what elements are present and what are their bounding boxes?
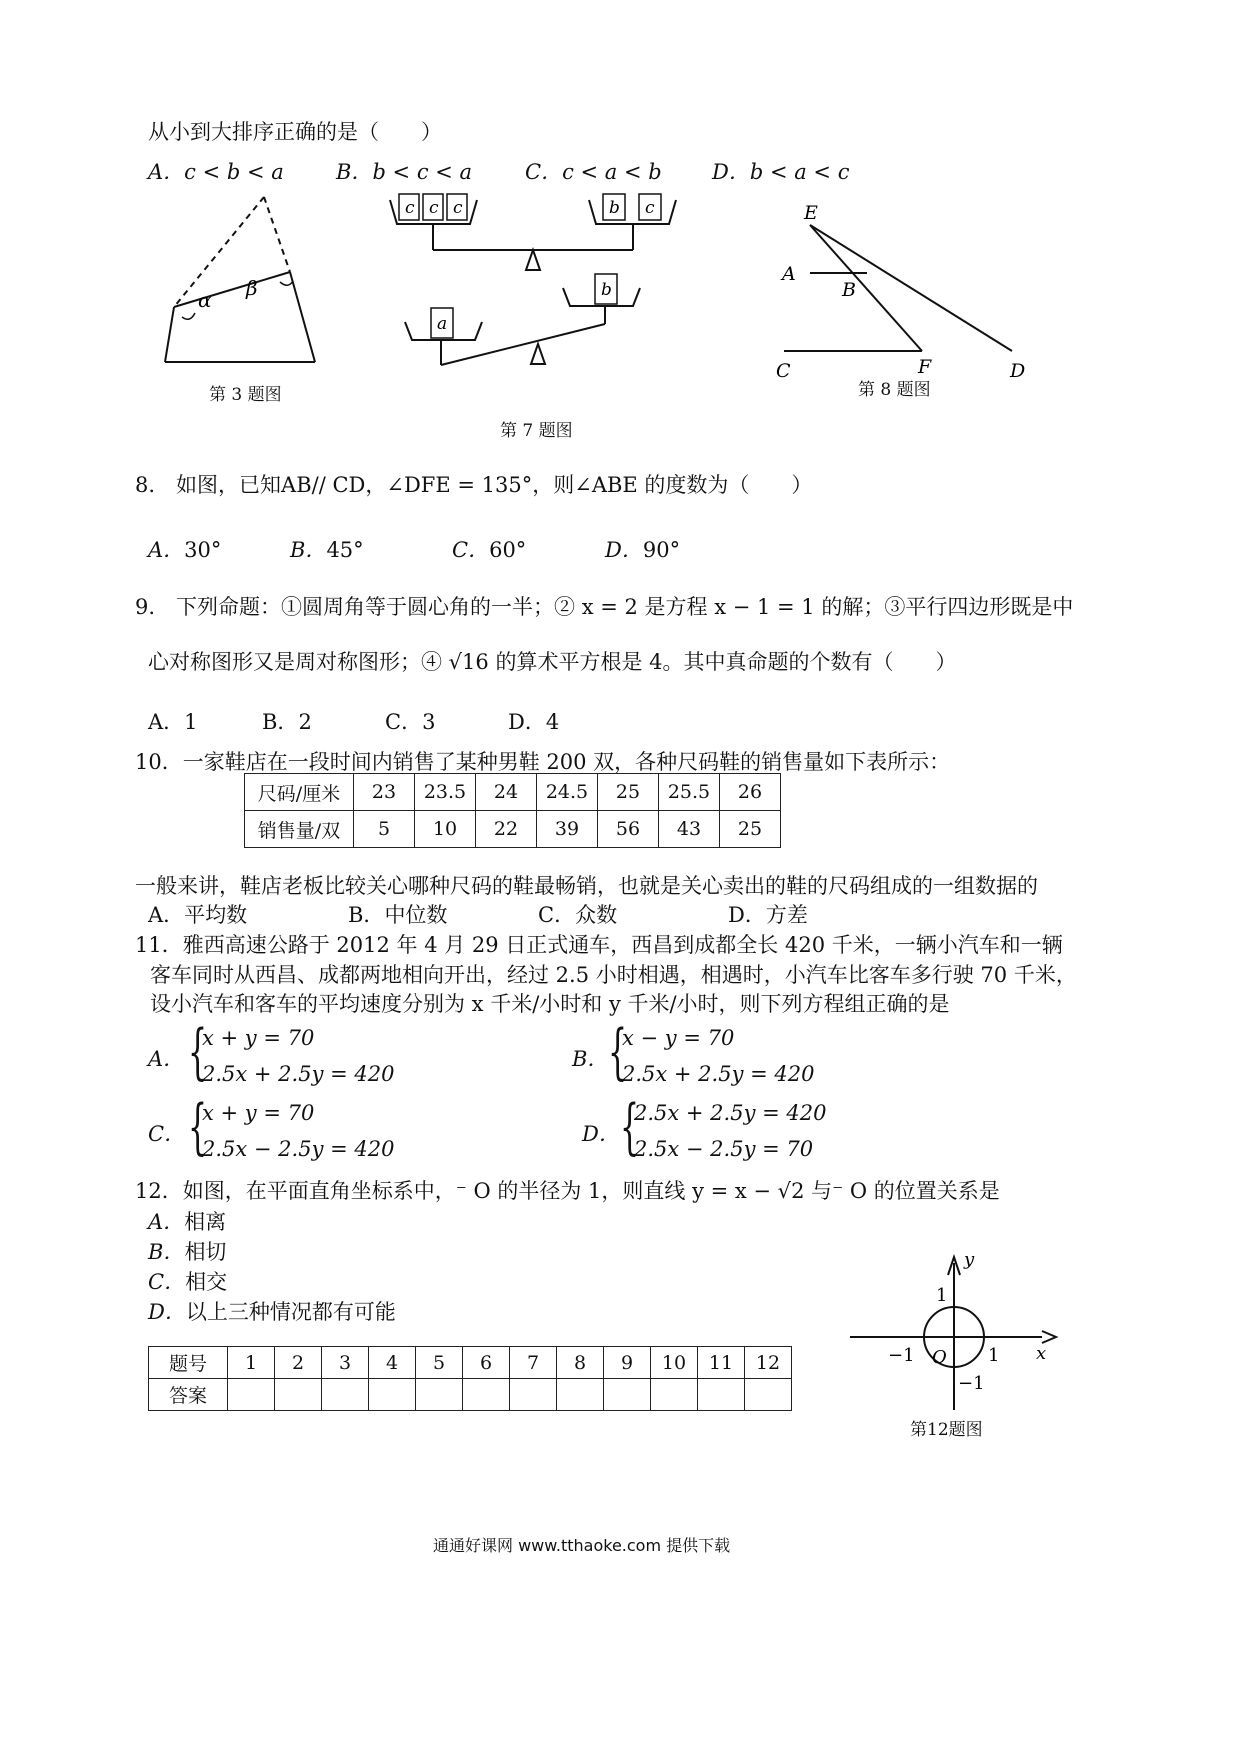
figure-7 (385, 190, 695, 410)
q10-follow-text: 一般来讲，鞋店老板比较关心哪种尺码的鞋最畅销，也就是关心卖出的鞋的尺码组成的一组数据的 (135, 874, 1038, 898)
box-c-2: c (429, 198, 439, 218)
answer-cell[interactable] (322, 1379, 369, 1411)
q9-option-b: B．2 (262, 710, 312, 734)
figure-7-caption: 第 7 题图 (500, 421, 573, 441)
figure-8-caption: 第 8 题图 (858, 380, 931, 400)
question-number-cell: 3 (322, 1347, 369, 1379)
question-number-cell: 8 (557, 1347, 604, 1379)
brace-icon: { (188, 1092, 208, 1162)
answer-cell[interactable] (745, 1379, 792, 1411)
answer-table (148, 1346, 792, 1411)
q12-option-c: C．相交 (148, 1270, 228, 1294)
shoe-sales-table (244, 773, 781, 848)
q11-c-eq2: 2.5x − 2.5y = 420 (202, 1137, 395, 1161)
table-row (245, 774, 781, 811)
sales-cell: 56 (598, 811, 659, 848)
question-number-cell: 1 (228, 1347, 275, 1379)
brace-icon: { (608, 1017, 628, 1087)
sales-cell: 25 (720, 811, 781, 848)
figure-3 (140, 185, 340, 385)
q11-b-eq1: x − y = 70 (622, 1026, 735, 1050)
point-f-label: F (918, 356, 932, 378)
q9-option-c: C．3 (385, 710, 436, 734)
question-number-cell: 6 (463, 1347, 510, 1379)
q9-option-d: D．4 (508, 710, 560, 734)
size-cell: 26 (720, 774, 781, 811)
q11-d-eq1: 2.5x + 2.5y = 420 (634, 1101, 827, 1125)
q11-a-eq1: x + y = 70 (202, 1026, 315, 1050)
angle-alpha-label: α (198, 288, 212, 312)
box-c-right: c (645, 198, 655, 218)
size-cell: 25.5 (659, 774, 720, 811)
q9-line-1: 9. 下列命题：①圆周角等于圆心角的一半；② x = 2 是方程 x − 1 = 1 的解；③平行四边形既是中 (135, 595, 1074, 619)
q11-d-eq2: 2.5x − 2.5y = 70 (634, 1137, 814, 1161)
question-number-cell: 10 (651, 1347, 698, 1379)
sales-cell: 43 (659, 811, 720, 848)
figure-12 (850, 1245, 1070, 1415)
size-cell: 24 (476, 774, 537, 811)
q7-option-a: A．c < b < a (148, 160, 284, 184)
q7-option-b: B．b < c < a (336, 160, 473, 184)
brace-icon: { (188, 1017, 208, 1087)
answer-row-header: 答案 (149, 1379, 228, 1411)
answer-cell[interactable] (228, 1379, 275, 1411)
answer-cell[interactable] (604, 1379, 651, 1411)
q8-option-b: B．45° (290, 538, 364, 562)
q10-option-a: A．平均数 (148, 903, 248, 927)
q7-option-d: D．b < a < c (712, 160, 850, 184)
q8-option-c: C．60° (452, 538, 527, 562)
q11-c-eq1: x + y = 70 (202, 1101, 315, 1125)
size-cell: 24.5 (537, 774, 598, 811)
point-e-label: E (804, 202, 818, 224)
question-number-cell: 12 (745, 1347, 792, 1379)
answer-cell[interactable] (510, 1379, 557, 1411)
q8-option-d: D．90° (605, 538, 681, 562)
q10-option-c: C．众数 (538, 903, 618, 927)
q12-option-a: A．相离 (148, 1210, 227, 1234)
answer-cell[interactable] (416, 1379, 463, 1411)
box-b-bottom: b (601, 280, 612, 300)
q11-b-eq2: 2.5x + 2.5y = 420 (622, 1062, 815, 1086)
size-cell: 23.5 (415, 774, 476, 811)
q11-option-b-label: B． (572, 1047, 609, 1071)
size-cell: 25 (598, 774, 659, 811)
question-number-cell: 5 (416, 1347, 463, 1379)
figure-12-caption: 第12题图 (910, 1420, 983, 1440)
answer-cell[interactable] (557, 1379, 604, 1411)
y-tick-1: 1 (936, 1285, 948, 1306)
point-d-label: D (1010, 360, 1026, 382)
x-axis-label: x (1036, 1343, 1047, 1364)
answer-cell[interactable] (698, 1379, 745, 1411)
q9-line-2: 心对称图形又是周对称图形；④ √16 的算术平方根是 4。其中真命题的个数有（ ） (148, 650, 957, 674)
q10-option-d: D．方差 (728, 903, 808, 927)
question-number-cell: 2 (275, 1347, 322, 1379)
q11-line-2: 客车同时从西昌、成都两地相向开出，经过 2.5 小时相遇，相遇时，小汽车比客车多行驶 70 千米， (150, 963, 1077, 987)
answer-table-header: 题号 (149, 1347, 228, 1379)
question-number-cell: 11 (698, 1347, 745, 1379)
q12-option-b: B．相切 (148, 1240, 227, 1264)
figure-8 (770, 195, 1040, 395)
answer-cell[interactable] (651, 1379, 698, 1411)
q12-stem: 12．如图，在平面直角坐标系中，⁻ O 的半径为 1，则直线 y = x − √2 与⁻ O 的位置关系是 (135, 1179, 1000, 1203)
sales-cell: 10 (415, 811, 476, 848)
q11-line-1: 11．雅西高速公路于 2012 年 4 月 29 日正式通车，西昌到成都全长 420 千米，一辆小汽车和一辆 (135, 933, 1063, 957)
brace-icon: { (620, 1092, 640, 1162)
page-footer: 通通好课网 www.tthaoke.com 提供下载 (433, 1536, 731, 1555)
answer-cell[interactable] (369, 1379, 416, 1411)
figure-3-caption: 第 3 题图 (209, 385, 282, 405)
q7-option-c: C．c < a < b (525, 160, 662, 184)
q8-stem: 8. 如图，已知AB// CD，∠DFE = 135°，则∠ABE 的度数为（ ） (135, 473, 813, 497)
x-tick-neg-1: −1 (888, 1345, 915, 1366)
question-number-cell: 9 (604, 1347, 651, 1379)
answer-cell[interactable] (463, 1379, 510, 1411)
y-tick-neg-1: −1 (958, 1373, 985, 1394)
table-row (245, 811, 781, 848)
box-a: a (437, 314, 448, 334)
q11-option-c-label: C． (148, 1122, 186, 1146)
box-c-3: c (453, 198, 463, 218)
point-b-label: B (842, 279, 856, 301)
sales-cell: 5 (354, 811, 415, 848)
sales-cell: 39 (537, 811, 598, 848)
question-number-cell: 7 (510, 1347, 557, 1379)
q11-option-a-label: A． (148, 1047, 185, 1071)
angle-beta-label: β (246, 276, 258, 300)
size-header: 尺码/厘米 (245, 774, 354, 811)
answer-cell[interactable] (275, 1379, 322, 1411)
y-axis-label: y (964, 1249, 975, 1270)
point-a-label: A (782, 263, 796, 285)
origin-label: O (932, 1347, 947, 1368)
question-number-cell: 4 (369, 1347, 416, 1379)
q11-a-eq2: 2.5x + 2.5y = 420 (202, 1062, 395, 1086)
x-tick-1: 1 (988, 1345, 1000, 1366)
sales-header: 销售量/双 (245, 811, 354, 848)
q7-stem: 从小到大排序正确的是（ ） (148, 120, 442, 144)
table-row (149, 1379, 792, 1411)
table-row (149, 1347, 792, 1379)
point-c-label: C (776, 360, 791, 382)
q11-line-3: 设小汽车和客车的平均速度分别为 x 千米/小时和 y 千米/小时，则下列方程组正确的是 (150, 992, 950, 1016)
q9-option-a: A．1 (148, 710, 198, 734)
size-cell: 23 (354, 774, 415, 811)
box-b-top: b (609, 198, 620, 218)
q11-option-d-label: D． (582, 1122, 620, 1146)
q10-option-b: B．中位数 (348, 903, 448, 927)
sales-cell: 22 (476, 811, 537, 848)
q12-option-d: D．以上三种情况都有可能 (148, 1300, 396, 1324)
q10-stem: 10．一家鞋店在一段时间内销售了某种男鞋 200 双，各种尺码鞋的销售量如下表所示： (135, 750, 951, 774)
q8-option-a: A．30° (148, 538, 222, 562)
box-c-1: c (405, 198, 415, 218)
